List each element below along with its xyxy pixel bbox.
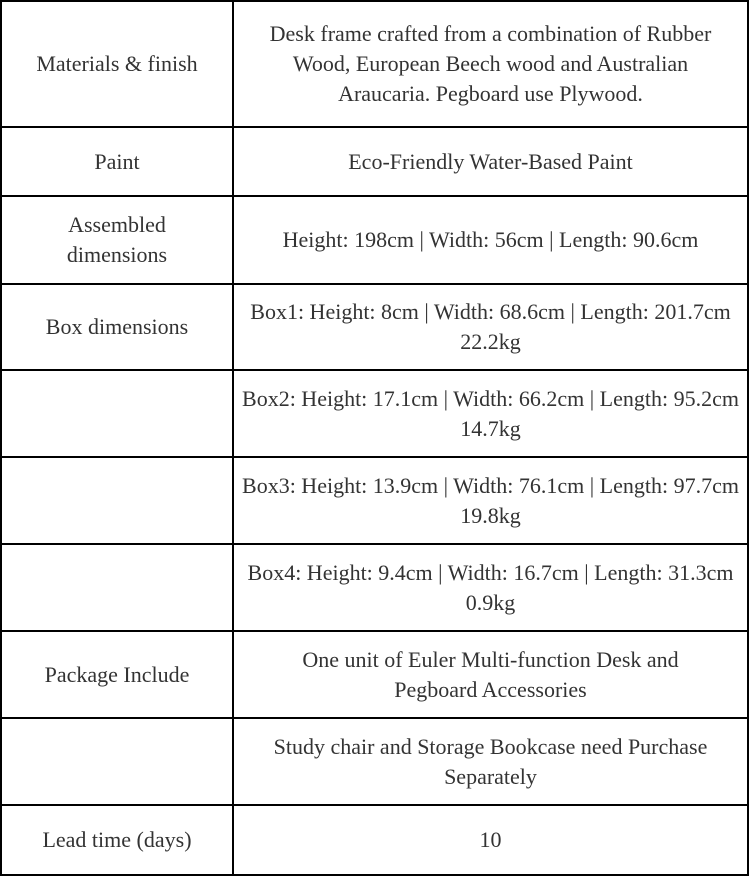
row-label: Assembled dimensions — [1, 196, 233, 284]
table-row-separate-purchase — [1, 718, 748, 805]
row-label: Box dimensions — [1, 284, 233, 370]
row-value: Box1: Height: 8cm | Width: 68.6cm | Length: 201.7cm 22.2kg — [233, 284, 748, 370]
row-label: Package Include — [1, 631, 233, 718]
table-row-lead-time — [1, 805, 748, 875]
row-label: Lead time (days) — [1, 805, 233, 875]
row-label: Paint — [1, 127, 233, 196]
table-row-paint — [1, 127, 748, 196]
row-value: Box2: Height: 17.1cm | Width: 66.2cm | Length: 95.2cm 14.7kg — [233, 370, 748, 457]
row-value: Desk frame crafted from a combination of Rubber Wood, European Beech wood and Australian Araucaria. Pegboard use Plywood. — [233, 1, 748, 127]
row-label: Materials & finish — [1, 1, 233, 127]
table-row-box3 — [1, 457, 748, 544]
table-row-box4 — [1, 544, 748, 631]
row-value: Box3: Height: 13.9cm | Width: 76.1cm | Length: 97.7cm 19.8kg — [233, 457, 748, 544]
table-row-assembled-dimensions — [1, 196, 748, 284]
row-label — [1, 457, 233, 544]
row-value: Eco-Friendly Water-Based Paint — [233, 127, 748, 196]
row-value: Height: 198cm | Width: 56cm | Length: 90.6cm — [233, 196, 748, 284]
row-label — [1, 718, 233, 805]
table-row-box1 — [1, 284, 748, 370]
row-value: Study chair and Storage Bookcase need Purchase Separately — [233, 718, 748, 805]
row-label — [1, 370, 233, 457]
table-row-box2 — [1, 370, 748, 457]
row-value: Box4: Height: 9.4cm | Width: 16.7cm | Length: 31.3cm 0.9kg — [233, 544, 748, 631]
row-value: 10 — [233, 805, 748, 875]
table-row-materials — [1, 1, 748, 127]
row-label — [1, 544, 233, 631]
table-row-package-include — [1, 631, 748, 718]
row-value: One unit of Euler Multi-function Desk and Pegboard Accessories — [233, 631, 748, 718]
